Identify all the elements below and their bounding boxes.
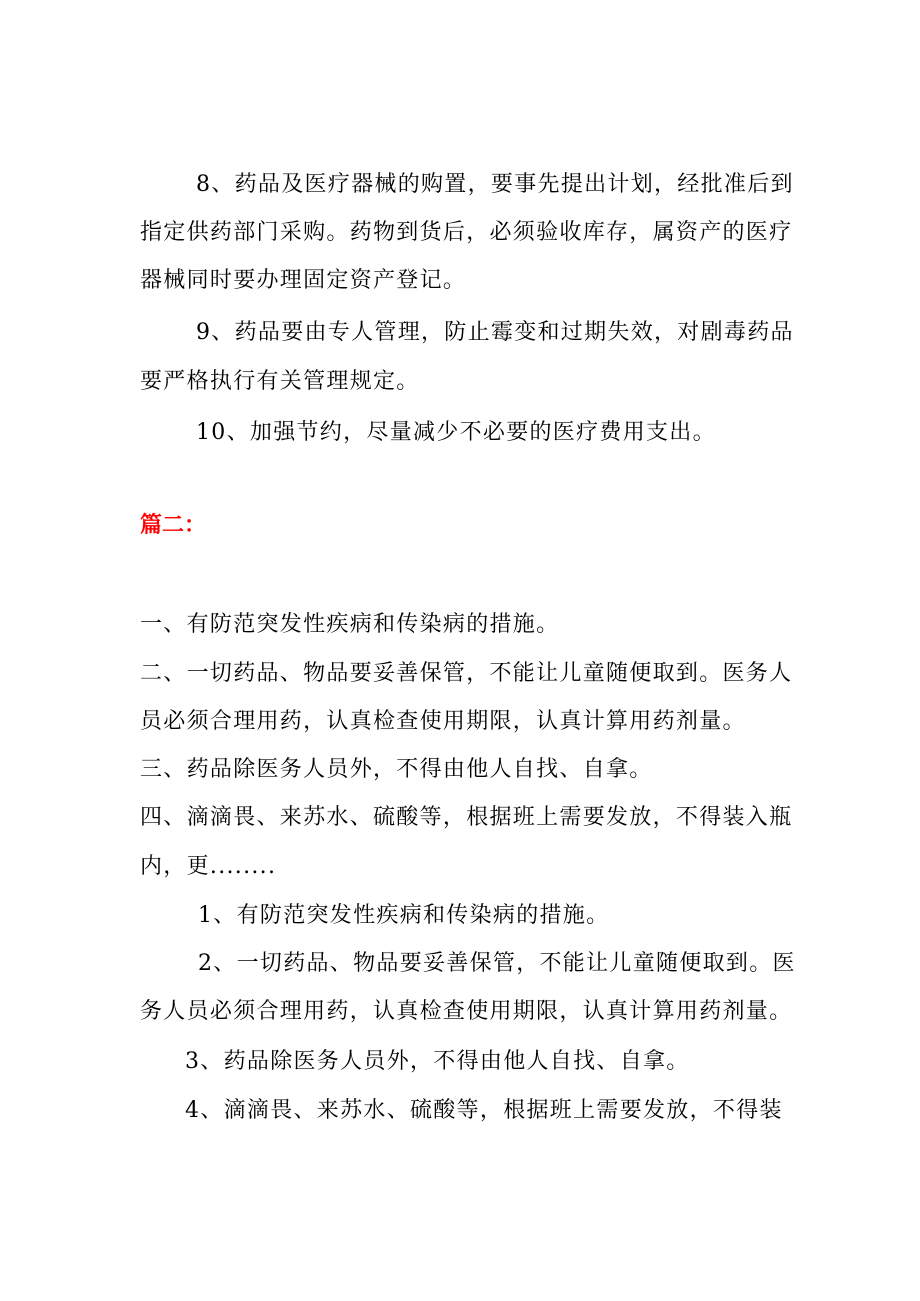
list-item-1: 1、有防范突发性疾病和传染病的措施。 (198, 903, 610, 928)
list-item-3: 3、药品除医务人员外，不得由他人自找、自拿。 (185, 1049, 690, 1074)
rule-9-line-1: 9、药品要由专人管理，防止霉变和过期失效，对剧毒药品 (196, 320, 794, 345)
section-heading: 篇二： (140, 512, 207, 538)
rule-8-line-1: 8、药品及医疗器械的购置，要事先提出计划，经批准后到 (196, 172, 794, 197)
summary-item-1: 一、有防范突发性疾病和传染病的措施。 (140, 612, 560, 637)
list-item-2-line-1: 2、一切药品、物品要妥善保管，不能让儿童随便取到。医 (198, 951, 796, 976)
summary-item-4-line-2: 内，更........ (140, 854, 277, 879)
summary-item-2-line-2: 员必须合理用药，认真检查使用期限，认真计算用药剂量。 (140, 709, 746, 734)
summary-item-3: 三、药品除医务人员外，不得由他人自找、自拿。 (140, 757, 653, 782)
rule-8-line-2: 指定供药部门采购。药物到货后，必须验收库存，属资产的医疗 (140, 220, 793, 245)
summary-item-4-line-1: 四、滴滴畏、来苏水、硫酸等，根据班上需要发放，不得装入瓶 (140, 805, 793, 830)
summary-item-2-line-1: 二、一切药品、物品要妥善保管，不能让儿童随便取到。医务人 (140, 661, 793, 686)
list-item-4-line-1: 4、滴滴畏、来苏水、硫酸等，根据班上需要发放，不得装 (185, 1098, 783, 1123)
rule-9-line-2: 要严格执行有关管理规定。 (140, 369, 420, 394)
list-item-2-line-2: 务人员必须合理用药，认真检查使用期限，认真计算用药剂量。 (140, 999, 793, 1024)
rule-10-line-1: 10、加强节约，尽量减少不必要的医疗费用支出。 (196, 420, 716, 445)
rule-8-line-3: 器械同时要办理固定资产登记。 (140, 268, 467, 293)
